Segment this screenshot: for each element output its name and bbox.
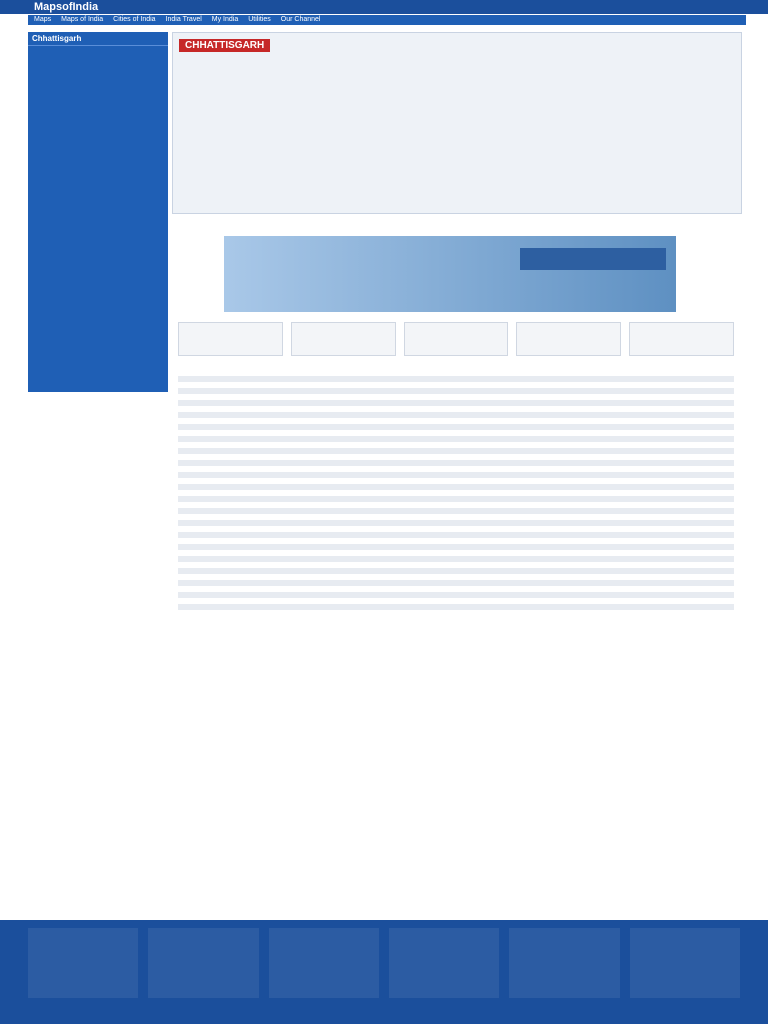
footer-column	[28, 928, 138, 998]
text-line	[178, 580, 734, 586]
nav-item[interactable]: Cities of India	[113, 16, 156, 23]
map-title: CHHATTISGARH	[179, 39, 270, 52]
ad-banner[interactable]	[224, 236, 676, 312]
text-line	[178, 436, 734, 442]
text-line	[178, 376, 734, 382]
ad-badge	[520, 248, 666, 270]
footer-column	[630, 928, 740, 998]
text-line	[178, 496, 734, 502]
text-line	[178, 460, 734, 466]
nav-item[interactable]: Our Channel	[280, 16, 321, 23]
text-line	[178, 472, 734, 478]
text-line	[178, 568, 734, 574]
text-line	[178, 544, 734, 550]
main-nav	[28, 15, 746, 25]
nav-item[interactable]: My India	[211, 16, 239, 23]
text-line	[178, 592, 734, 598]
footer-columns	[28, 928, 740, 998]
text-line	[178, 532, 734, 538]
related-maps	[178, 322, 734, 356]
text-line	[178, 424, 734, 430]
related-map-thumb[interactable]	[629, 322, 734, 356]
main-content	[172, 32, 740, 892]
nav-item[interactable]: Utilities	[248, 16, 271, 23]
related-map-thumb[interactable]	[516, 322, 621, 356]
footer-column	[148, 928, 258, 998]
related-map-thumb[interactable]	[291, 322, 396, 356]
related-map-thumb[interactable]	[404, 322, 509, 356]
text-line	[178, 604, 734, 610]
related-map-thumb[interactable]	[178, 322, 283, 356]
footer-column	[389, 928, 499, 998]
footer-column	[509, 928, 619, 998]
text-line	[178, 448, 734, 454]
nav-item[interactable]: Maps	[34, 16, 52, 23]
article-body	[178, 370, 734, 890]
text-line	[178, 412, 734, 418]
left-sidebar	[28, 32, 168, 392]
text-line	[178, 508, 734, 514]
footer-column	[269, 928, 379, 998]
state-map[interactable]	[172, 32, 742, 214]
text-line	[178, 484, 734, 490]
text-line	[178, 520, 734, 526]
text-line	[178, 400, 734, 406]
sidebar-title[interactable]: Chhattisgarh	[28, 32, 168, 46]
site-logo[interactable]: MapsofIndia	[34, 1, 99, 13]
nav-item[interactable]: India Travel	[165, 16, 202, 23]
top-bar	[0, 0, 768, 14]
text-line	[178, 556, 734, 562]
text-line	[178, 388, 734, 394]
nav-item[interactable]: Maps of India	[61, 16, 104, 23]
